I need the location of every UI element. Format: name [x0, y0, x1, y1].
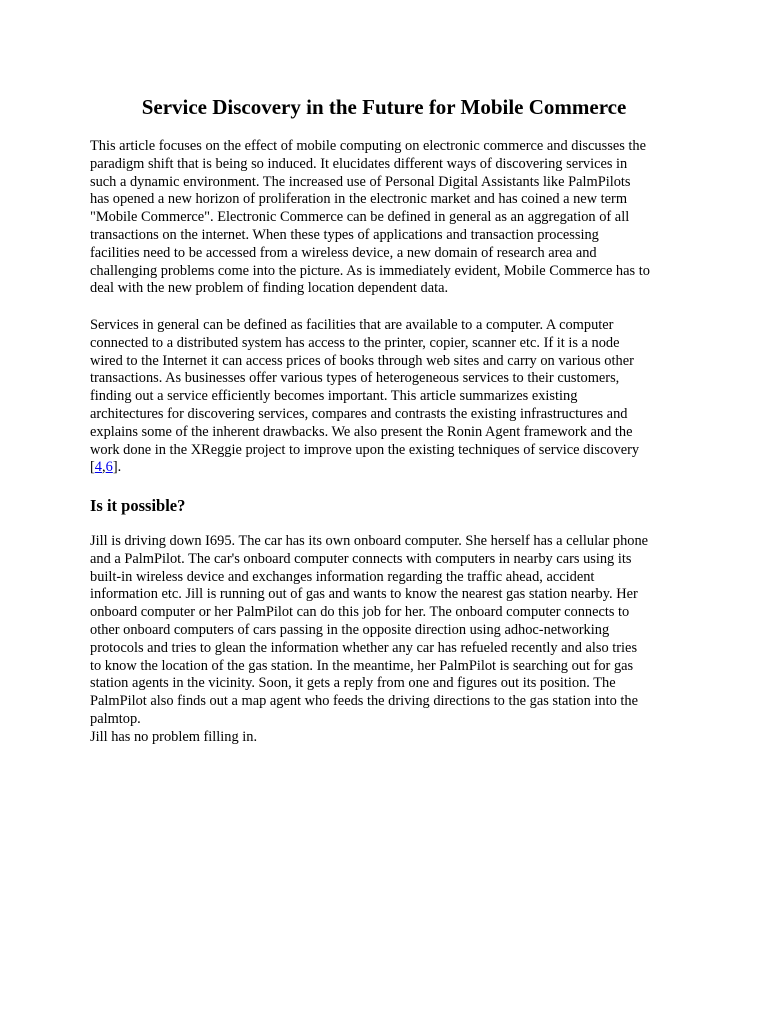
- text-line: and a PalmPilot. The car's onboard computer connects with computers in nearby cars using its: [90, 550, 632, 567]
- text-line: deal with the new problem of finding location dependent data.: [90, 280, 449, 297]
- text-line: PalmPilot also finds out a map agent who feeds the driving directions to the gas station into the: [90, 693, 638, 710]
- text-line: has opened a new horizon of proliferation in the electronic market and has coined a new term: [90, 191, 628, 208]
- text-line: information etc. Jill is running out of gas and wants to know the nearest gas station nearby. Her: [90, 586, 638, 603]
- services-paragraph: [90, 317, 690, 477]
- text-line: facilities need to be accessed from a wireless device, a new domain of research area and: [90, 244, 597, 261]
- page-title: Service Discovery in the Future for Mobile Commerce: [141, 95, 627, 119]
- text-line: other onboard computers of cars passing in the opposite direction using adhoc-networking: [90, 621, 610, 638]
- text-line: connected to a distributed system has access to the printer, copier, scanner etc. If it is a node: [90, 334, 620, 351]
- reference-link-6[interactable]: 6: [105, 459, 113, 476]
- text-line: to know the location of the gas station. In the meantime, her PalmPilot is searching out for gas: [90, 657, 634, 674]
- text-line: Jill is driving down I695. The car has its own onboard computer. She herself has a cellular phone: [90, 533, 649, 549]
- text-line: explains some of the inherent drawbacks. We also present the Ronin Agent framework and the: [90, 423, 633, 440]
- intro-paragraph: [90, 138, 690, 298]
- text-line: wired to the Internet it can access prices of books through web sites and carry on various other: [90, 352, 634, 369]
- text-line: finding out a service efficiently becomes important. This article summarizes existing: [90, 388, 578, 405]
- reference-separator: ,: [102, 459, 106, 476]
- text-line: paradigm shift that is being so induced. It elucidates different ways of discovering services in: [90, 155, 628, 172]
- text-line: Services in general can be defined as facilities that are available to a computer. A computer: [90, 317, 614, 333]
- text-line: such a dynamic environment. The increased use of Personal Digital Assistants like PalmPilots: [90, 173, 631, 190]
- text-line: transactions. As businesses offer various types of heterogeneous services to their customers,: [90, 370, 620, 387]
- text-line: built-in wireless device and exchanges information regarding the traffic ahead, accident: [90, 568, 595, 585]
- reference-line: [90, 459, 690, 477]
- reference-open-bracket: [: [90, 459, 95, 476]
- text-line: architectures for discovering services, compares and contrasts the existing infrastructures and: [90, 405, 628, 422]
- text-line: work done in the XReggie project to improve upon the existing techniques of service discovery: [90, 441, 640, 458]
- text-line: This article focuses on the effect of mobile computing on electronic commerce and discusses the: [90, 138, 646, 154]
- reference-close-bracket: ].: [112, 459, 122, 476]
- section-heading: Is it possible?: [90, 496, 186, 515]
- text-line: protocols and tries to glean the information whether any car has refueled recently and also tries: [90, 639, 638, 656]
- scenario-paragraph: [90, 533, 690, 747]
- text-line: onboard computer or her PalmPilot can do this job for her. The onboard computer connects to: [90, 604, 630, 621]
- text-line: challenging problems come into the picture. As is immediately evident, Mobile Commerce has to: [90, 262, 650, 279]
- text-line: "Mobile Commerce". Electronic Commerce can be defined in general as an aggregation of all: [90, 209, 630, 226]
- text-line: transactions on the internet. When these types of applications and transaction processing: [90, 226, 599, 243]
- text-line: station agents in the vicinity. Soon, it gets a reply from one and figures out its position. The: [90, 675, 616, 692]
- text-line: Jill has no problem filling in.: [90, 728, 258, 745]
- text-line: palmtop.: [90, 710, 141, 727]
- reference-link-4[interactable]: 4: [94, 459, 102, 476]
